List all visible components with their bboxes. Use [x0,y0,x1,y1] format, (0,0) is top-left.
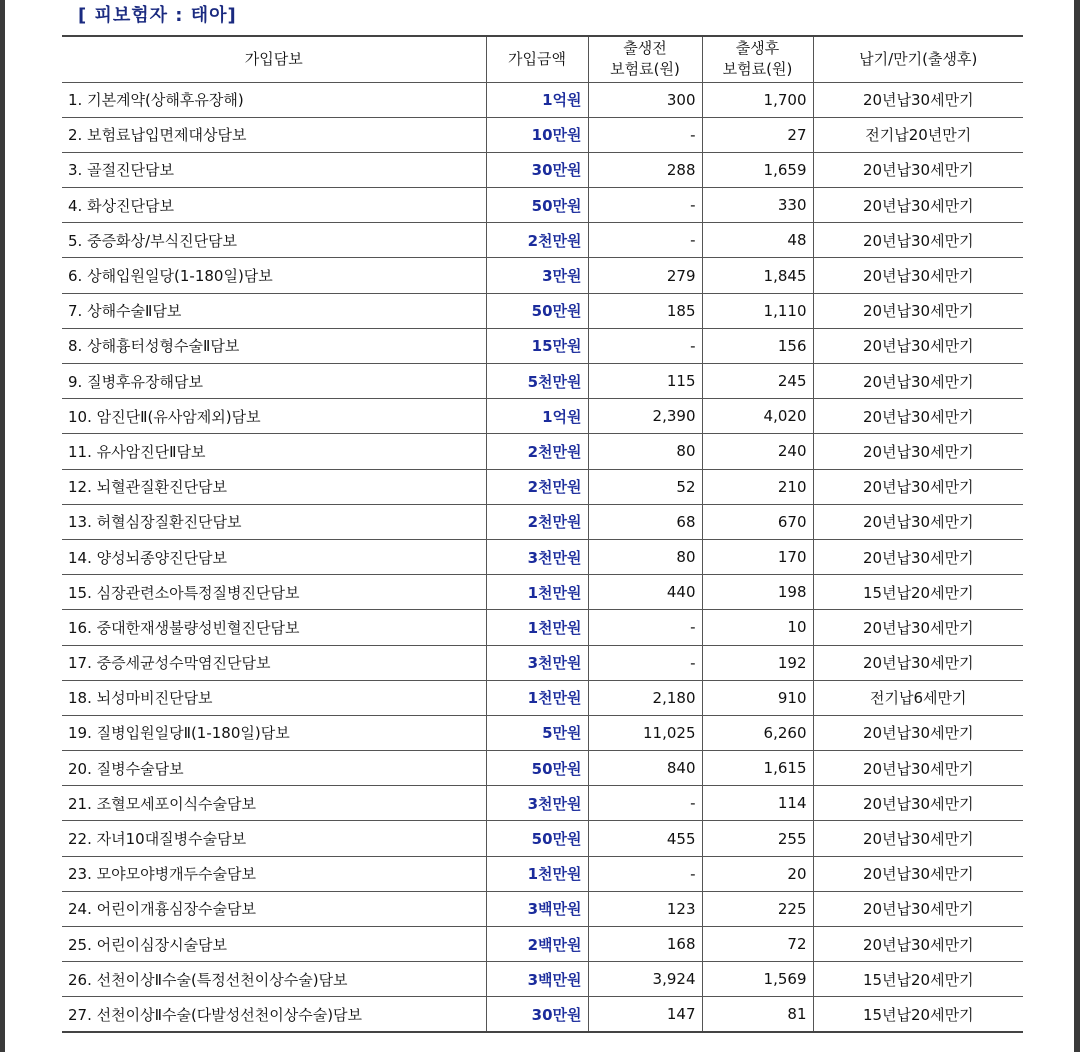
header-before-line2: 보험료(원) [610,60,680,79]
coverage-name-cell: 16. 중대한재생불량성빈혈진단담보 [62,610,486,645]
coverage-name-cell: 14. 양성뇌종양진단담보 [62,539,486,574]
table-row [62,504,1023,539]
coverage-name-cell: 17. 중증세균성수막염진단담보 [62,645,486,680]
premium-before-cell: - [588,223,702,258]
table-row [62,434,1023,469]
coverage-amount-cell: 50만원 [486,188,588,223]
table-row [62,539,1023,574]
table-row [62,751,1023,786]
premium-before-cell: 123 [588,891,702,926]
premium-before-cell: 185 [588,293,702,328]
coverage-amount-cell: 2천만원 [486,469,588,504]
term-cell: 전기납6세만기 [813,680,1023,715]
premium-after-cell: 240 [702,434,813,469]
premium-after-cell: 255 [702,821,813,856]
premium-after-cell: 10 [702,610,813,645]
coverage-name-cell: 26. 선천이상Ⅱ수술(특정선천이상수술)담보 [62,962,486,997]
coverage-amount-cell: 1억원 [486,399,588,434]
coverage-name-cell: 13. 허혈심장질환진단담보 [62,504,486,539]
premium-after-cell: 1,700 [702,82,813,117]
coverage-name-cell: 15. 심장관련소아특정질병진단담보 [62,575,486,610]
premium-after-cell: 225 [702,891,813,926]
coverage-amount-cell: 5천만원 [486,364,588,399]
premium-before-cell: 2,180 [588,680,702,715]
term-cell: 20년납30세만기 [813,821,1023,856]
header-coverage: 가입담보 [62,36,486,82]
coverage-amount-cell: 30만원 [486,997,588,1032]
term-cell: 20년납30세만기 [813,504,1023,539]
term-cell: 15년납20세만기 [813,575,1023,610]
premium-before-cell: 80 [588,539,702,574]
term-cell: 20년납30세만기 [813,434,1023,469]
coverage-amount-cell: 50만원 [486,821,588,856]
coverage-name-cell: 27. 선천이상Ⅱ수술(다발성선천이상수술)담보 [62,997,486,1032]
coverage-name-cell: 18. 뇌성마비진단담보 [62,680,486,715]
term-cell: 20년납30세만기 [813,786,1023,821]
premium-after-cell: 4,020 [702,399,813,434]
term-cell: 20년납30세만기 [813,715,1023,750]
term-cell: 20년납30세만기 [813,188,1023,223]
coverage-amount-cell: 15만원 [486,328,588,363]
table-row [62,821,1023,856]
premium-after-cell: 1,845 [702,258,813,293]
table-row [62,258,1023,293]
premium-before-cell: 455 [588,821,702,856]
coverage-name-cell: 12. 뇌혈관질환진단담보 [62,469,486,504]
coverage-amount-cell: 1천만원 [486,680,588,715]
premium-after-cell: 670 [702,504,813,539]
table-row [62,328,1023,363]
premium-after-cell: 330 [702,188,813,223]
term-cell: 20년납30세만기 [813,223,1023,258]
table-body [62,82,1023,1032]
coverage-name-cell: 20. 질병수술담보 [62,751,486,786]
coverage-name-cell: 1. 기본계약(상해후유장해) [62,82,486,117]
term-cell: 20년납30세만기 [813,610,1023,645]
premium-before-cell: 840 [588,751,702,786]
premium-after-cell: 114 [702,786,813,821]
premium-before-cell: - [588,645,702,680]
premium-before-cell: 2,390 [588,399,702,434]
premium-after-cell: 910 [702,680,813,715]
premium-after-cell: 245 [702,364,813,399]
premium-before-cell: - [588,856,702,891]
coverage-amount-cell: 3천만원 [486,645,588,680]
table-row [62,856,1023,891]
premium-before-cell: 440 [588,575,702,610]
premium-after-cell: 198 [702,575,813,610]
premium-before-cell: - [588,117,702,152]
premium-before-cell: 3,924 [588,962,702,997]
table-row [62,188,1023,223]
coverage-name-cell: 6. 상해입원일당(1-180일)담보 [62,258,486,293]
premium-before-cell: - [588,786,702,821]
term-cell: 20년납30세만기 [813,751,1023,786]
term-cell: 15년납20세만기 [813,962,1023,997]
premium-after-cell: 20 [702,856,813,891]
premium-after-cell: 1,659 [702,152,813,187]
term-cell: 20년납30세만기 [813,152,1023,187]
coverage-name-cell: 25. 어린이심장시술담보 [62,927,486,962]
table-row [62,293,1023,328]
coverage-name-cell: 22. 자녀10대질병수술담보 [62,821,486,856]
table-row [62,997,1023,1032]
header-term: 납기/만기(출생후) [813,36,1023,82]
header-row [62,36,1023,82]
coverage-amount-cell: 1천만원 [486,610,588,645]
premium-after-cell: 81 [702,997,813,1032]
term-cell: 20년납30세만기 [813,258,1023,293]
term-cell: 20년납30세만기 [813,856,1023,891]
premium-before-cell: - [588,328,702,363]
term-cell: 20년납30세만기 [813,328,1023,363]
coverage-amount-cell: 2천만원 [486,223,588,258]
coverage-name-cell: 8. 상해흉터성형수술Ⅱ담보 [62,328,486,363]
coverage-amount-cell: 3백만원 [486,962,588,997]
term-cell: 20년납30세만기 [813,82,1023,117]
term-cell: 20년납30세만기 [813,364,1023,399]
coverage-amount-cell: 2천만원 [486,434,588,469]
coverage-name-cell: 23. 모야모야병개두수술담보 [62,856,486,891]
term-cell: 20년납30세만기 [813,293,1023,328]
premium-after-cell: 48 [702,223,813,258]
coverage-amount-cell: 3천만원 [486,539,588,574]
table-row [62,82,1023,117]
premium-before-cell: 115 [588,364,702,399]
premium-before-cell: 168 [588,927,702,962]
coverage-name-cell: 19. 질병입원일당Ⅱ(1-180일)담보 [62,715,486,750]
coverage-name-cell: 21. 조혈모세포이식수술담보 [62,786,486,821]
coverage-name-cell: 4. 화상진단담보 [62,188,486,223]
term-cell: 15년납20세만기 [813,997,1023,1032]
premium-after-cell: 27 [702,117,813,152]
premium-before-cell: 68 [588,504,702,539]
premium-after-cell: 1,110 [702,293,813,328]
coverage-name-cell: 3. 골절진단담보 [62,152,486,187]
table-row [62,891,1023,926]
term-cell: 20년납30세만기 [813,399,1023,434]
table-row [62,680,1023,715]
table-row [62,152,1023,187]
table-row [62,117,1023,152]
premium-after-cell: 192 [702,645,813,680]
coverage-amount-cell: 5만원 [486,715,588,750]
table-row [62,223,1023,258]
coverage-amount-cell: 1천만원 [486,575,588,610]
table-row [62,715,1023,750]
premium-before-cell: 279 [588,258,702,293]
premium-before-cell: 288 [588,152,702,187]
table-row [62,645,1023,680]
premium-after-cell: 6,260 [702,715,813,750]
table-row [62,399,1023,434]
coverage-table [62,35,1023,1033]
premium-before-cell: 147 [588,997,702,1032]
window-frame-left [0,0,5,1052]
window-frame-right [1074,0,1080,1052]
coverage-amount-cell: 3백만원 [486,891,588,926]
premium-before-cell: - [588,610,702,645]
premium-before-cell: 52 [588,469,702,504]
coverage-amount-cell: 10만원 [486,117,588,152]
table-row [62,610,1023,645]
premium-before-cell: 80 [588,434,702,469]
term-cell: 20년납30세만기 [813,539,1023,574]
premium-after-cell: 1,615 [702,751,813,786]
table-row [62,469,1023,504]
premium-after-cell: 170 [702,539,813,574]
table-row [62,786,1023,821]
header-amount: 가입금액 [486,36,588,82]
coverage-amount-cell: 3만원 [486,258,588,293]
coverage-name-cell: 11. 유사암진단Ⅱ담보 [62,434,486,469]
table-header [62,36,1023,82]
premium-before-cell: - [588,188,702,223]
premium-before-cell: 300 [588,82,702,117]
coverage-name-cell: 24. 어린이개흉심장수술담보 [62,891,486,926]
coverage-name-cell: 9. 질병후유장해담보 [62,364,486,399]
header-before-line1: 출생전 [623,39,667,58]
insured-title: [ 피보험자 : 태아] [78,5,237,26]
premium-before-cell: 11,025 [588,715,702,750]
coverage-amount-cell: 50만원 [486,751,588,786]
table-row [62,364,1023,399]
header-premium-after-birth [702,36,813,82]
premium-after-cell: 72 [702,927,813,962]
coverage-amount-cell: 2천만원 [486,504,588,539]
coverage-amount-cell: 1억원 [486,82,588,117]
table-row [62,575,1023,610]
header-after-line2: 보험료(원) [722,60,793,79]
coverage-amount-cell: 2백만원 [486,927,588,962]
coverage-amount-cell: 3천만원 [486,786,588,821]
table-row [62,962,1023,997]
header-after-line1: 출생후 [735,39,780,58]
term-cell: 20년납30세만기 [813,927,1023,962]
term-cell: 전기납20년만기 [813,117,1023,152]
table-row [62,927,1023,962]
coverage-name-cell: 10. 암진단Ⅱ(유사암제외)담보 [62,399,486,434]
coverage-name-cell: 2. 보험료납입면제대상담보 [62,117,486,152]
coverage-amount-cell: 50만원 [486,293,588,328]
coverage-amount-cell: 30만원 [486,152,588,187]
premium-after-cell: 1,569 [702,962,813,997]
premium-after-cell: 210 [702,469,813,504]
term-cell: 20년납30세만기 [813,645,1023,680]
coverage-amount-cell: 1천만원 [486,856,588,891]
coverage-name-cell: 7. 상해수술Ⅱ담보 [62,293,486,328]
header-premium-before-birth [588,36,702,82]
term-cell: 20년납30세만기 [813,469,1023,504]
premium-after-cell: 156 [702,328,813,363]
coverage-name-cell: 5. 중증화상/부식진단담보 [62,223,486,258]
term-cell: 20년납30세만기 [813,891,1023,926]
